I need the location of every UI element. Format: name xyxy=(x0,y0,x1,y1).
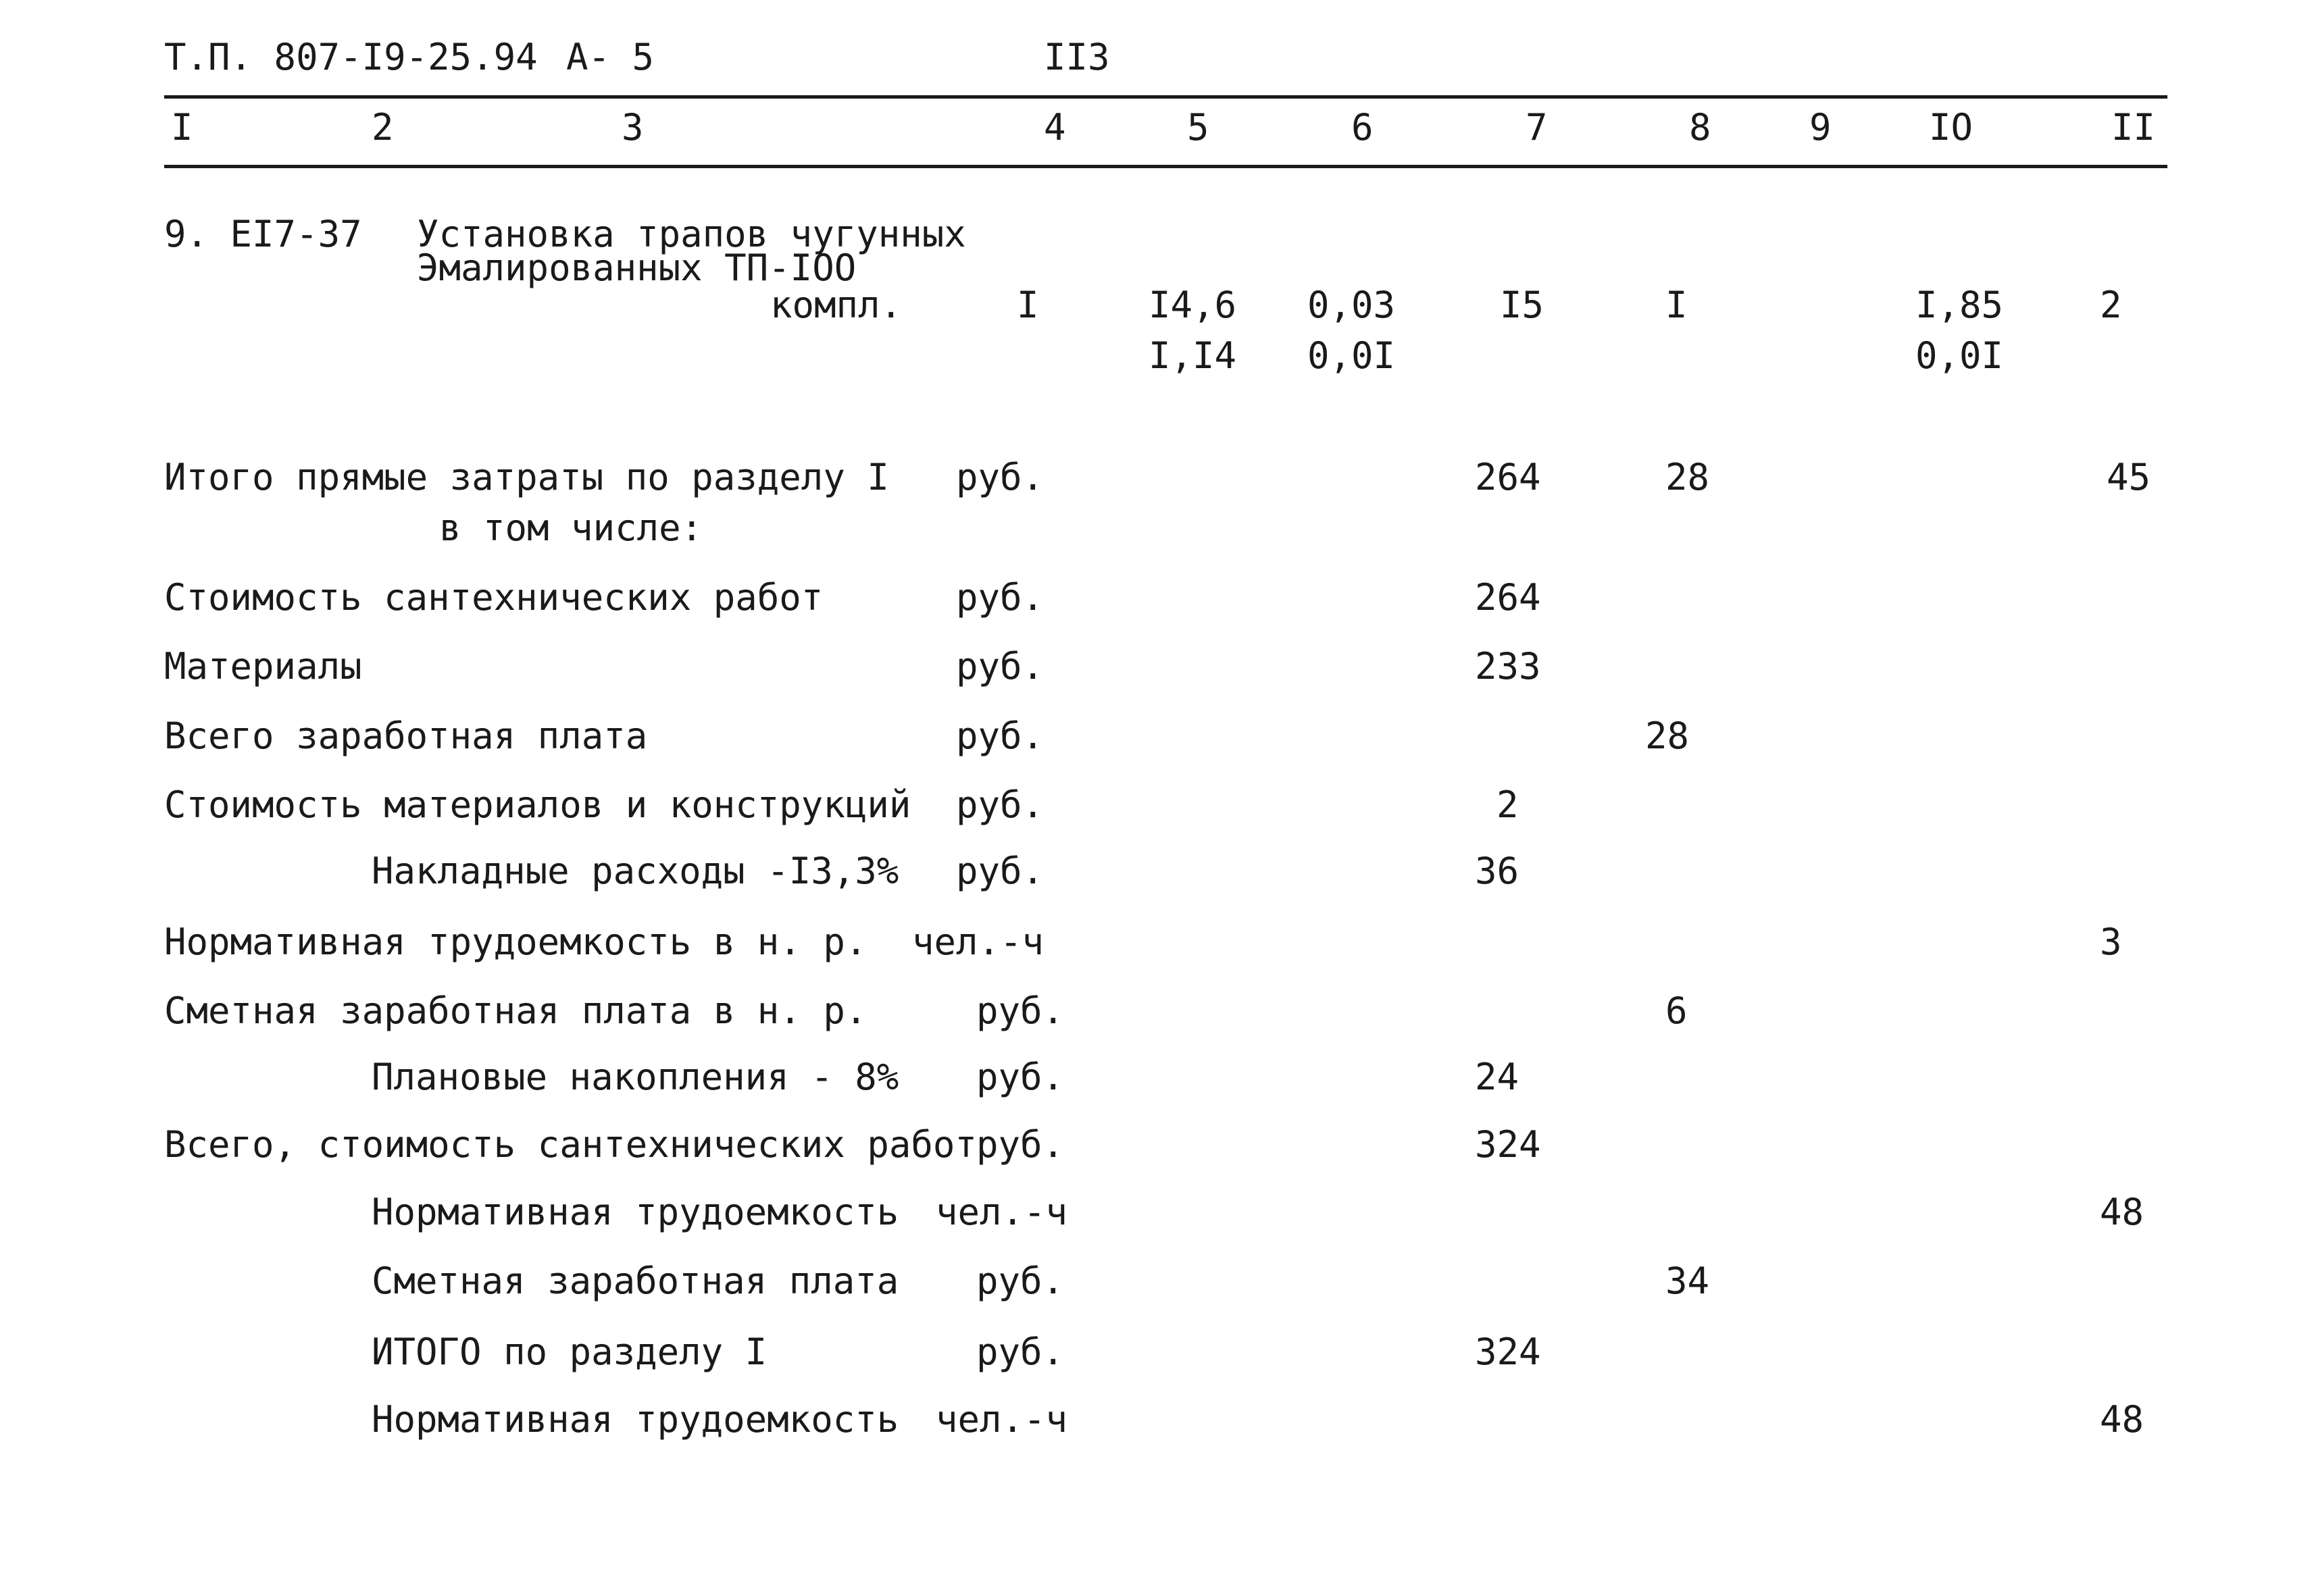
summary-col7: 36 xyxy=(1475,850,1519,892)
summary-unit: чел.-ч xyxy=(936,1191,1068,1233)
summary-label-labor-norm-final: Нормативная трудоемкость xyxy=(372,1398,899,1441)
col-header-11: II xyxy=(2111,106,2156,149)
summary-label-total-wages: Всего заработная плата xyxy=(164,715,648,757)
summary-label-total-plumbing-cost: Всего, стоимость сантехнических работ xyxy=(164,1123,977,1166)
summary-label-labor-norm-overheads: Нормативная трудоемкость в н. р. xyxy=(164,921,867,963)
summary-unit: руб. xyxy=(956,576,1045,619)
summary-label-estimated-wages: Сметная заработная плата xyxy=(372,1260,899,1302)
summary-unit: руб. xyxy=(976,1123,1065,1166)
summary-label-labor-norm: Нормативная трудоемкость xyxy=(372,1191,899,1233)
summary-col7: 2 xyxy=(1496,783,1519,826)
summary-unit: руб. xyxy=(956,850,1045,892)
col-header-7: 7 xyxy=(1526,106,1548,149)
summary-label-materials-structures: Стоимость материалов и конструкций xyxy=(164,783,911,826)
summary-unit: руб. xyxy=(956,715,1045,757)
summary-col7: 264 xyxy=(1475,576,1541,619)
col-header-4: 4 xyxy=(1044,106,1066,149)
summary-unit: руб. xyxy=(956,783,1045,826)
entry-desc-line2: Эмалированных ТП-IOO xyxy=(417,247,857,289)
summary-col8: 28 xyxy=(1645,715,1690,757)
entry-col11: 2 xyxy=(2100,284,2122,326)
entry-col10-line1: I,85 xyxy=(1915,284,2004,326)
summary-col7: 264 xyxy=(1475,456,1541,498)
entry-col5-line1: I4,6 xyxy=(1149,284,1237,326)
entry-col10-line2: 0,0I xyxy=(1915,334,2004,377)
entry-col5-line2: I,I4 xyxy=(1149,334,1237,377)
summary-label-section-total: ИТОГО по разделу I xyxy=(372,1331,768,1373)
col-header-1: I xyxy=(171,106,193,149)
entry-col7: I5 xyxy=(1500,284,1544,326)
summary-label-overheads: Накладные расходы -I3,3% xyxy=(372,850,899,892)
col-header-10: IO xyxy=(1929,106,1973,149)
summary-label-materials: Материалы xyxy=(164,645,362,688)
summary-unit: чел.-ч xyxy=(936,1398,1068,1441)
entry-qty: I xyxy=(1017,284,1039,326)
entry-col6-line2: 0,0I xyxy=(1307,334,1396,377)
summary-label-plumbing-cost: Стоимость сантехнических работ xyxy=(164,576,824,619)
summary-unit: чел.-ч xyxy=(912,921,1045,963)
col-header-6: 6 xyxy=(1351,106,1374,149)
col-header-9: 9 xyxy=(1809,106,1832,149)
col-header-3: 3 xyxy=(622,106,644,149)
summary-label-including: в том числе: xyxy=(439,507,703,549)
summary-unit: руб. xyxy=(956,456,1045,498)
summary-col8: 34 xyxy=(1665,1260,1710,1302)
header-rule-bottom xyxy=(164,165,2167,168)
summary-unit: руб. xyxy=(976,1260,1065,1302)
col-header-8: 8 xyxy=(1689,106,1711,149)
entry-col6-line1: 0,03 xyxy=(1307,284,1396,326)
summary-label-direct-costs: Итого прямые затраты по разделу I xyxy=(164,456,889,498)
summary-col8: 6 xyxy=(1665,989,1688,1032)
summary-label-estimated-wages-overheads: Сметная заработная плата в н. р. xyxy=(164,989,867,1032)
album-number: А- 5 xyxy=(566,36,655,78)
summary-unit: руб. xyxy=(976,1331,1065,1373)
summary-col11: 45 xyxy=(2107,456,2151,498)
summary-col11: 48 xyxy=(2100,1398,2144,1441)
summary-col11: 3 xyxy=(2100,921,2122,963)
summary-unit: руб. xyxy=(956,645,1045,688)
summary-col11: 48 xyxy=(2100,1191,2144,1233)
summary-col7: 233 xyxy=(1475,645,1541,688)
summary-unit: руб. xyxy=(976,1056,1065,1098)
col-header-5: 5 xyxy=(1187,106,1209,149)
header-rule-top xyxy=(164,95,2167,99)
summary-col7: 324 xyxy=(1475,1331,1541,1373)
summary-label-planned-savings: Плановые накопления - 8% xyxy=(372,1056,899,1098)
col-header-2: 2 xyxy=(372,106,394,149)
entry-unit: компл. xyxy=(770,284,903,326)
doc-code: Т.П. 807-I9-25.94 xyxy=(164,36,538,78)
summary-col8: 28 xyxy=(1665,456,1710,498)
entry-number: 9. EI7-37 xyxy=(164,213,362,255)
summary-col7: 324 xyxy=(1475,1123,1541,1166)
summary-unit: руб. xyxy=(976,989,1065,1032)
page-number: II3 xyxy=(1044,36,1110,78)
entry-desc-line1: Установка трапов чугунных xyxy=(417,213,966,255)
summary-col7: 24 xyxy=(1475,1056,1519,1098)
entry-col8: I xyxy=(1665,284,1688,326)
